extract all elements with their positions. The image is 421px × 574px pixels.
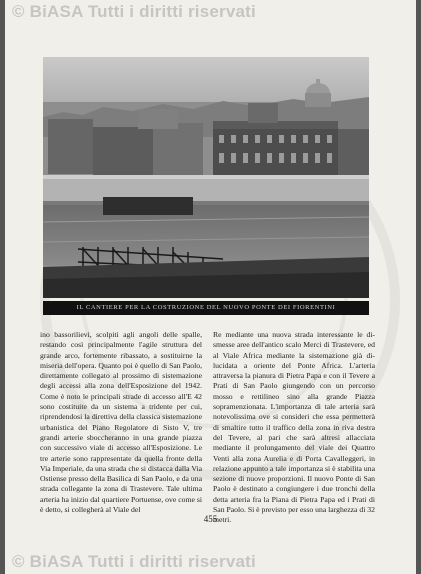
body-paragraph-left: ino bassorilievi, scolpiti agli angoli delle spalle, restando così principalmente l'agile struttura del grande arco, fortemente ribassato, a sostituirne la miseria dell'opera. Quanto poi è quello di San Paolo, direttamente collegato al prossimo di sistemazione degli accessi alla zona dell'Esposizione del 1942. Come è noto le principali strade di accesso all'E 42 sono costituite da un sistema a tridente per cui, riprendendosi la direttiva della classica sistemazione urbanistica del Piano Regolatore di Sisto V, tre grandi arterie sboccheranno in una grande piazza con successivo viale di accesso all'Esposizione. Le tre arterie sono rappresentate da quella fronte della Via Imperiale, da una strada che si distacca dalla Via Ostiense presso della Basilica di San Paolo, e da una strada collegante la zona di Trastevere. Tale ultima arteria ha inizio dal quartiere Portuense, ove come si è detto, si collegherà al Viale del xyxy=(40,330,203,515)
photo-caption: IL CANTIERE PER LA COSTRUZIONE DEL NUOVO PONTE DEI FIORENTINI xyxy=(43,301,369,315)
page-edge-right xyxy=(416,0,421,574)
page-edge-left xyxy=(0,0,5,574)
watermark-bottom: © BiASA Tutti i diritti riservati xyxy=(12,552,256,571)
page-number: 455 xyxy=(203,514,218,524)
construction-photo-image xyxy=(43,57,369,298)
body-paragraph-right: Re mediante una nuova strada interessante le di- smesse aree dell'antico scalo Merci di Trastevere, ed al Viale Africa mediante la sistemazione già di- lucidata a oriente del Ponte Africa. L'arteria attraversa la pianura di Pietra Papa e con il Tevere a Prati di San Paolo giungendo con un percorso mosso e rettilineo sino alla grande Piazza sopramenzionata. L'importanza di tale arteria sarà notevolissima ove si consideri che essa permetterà di smaltire tutto il traffico della zona in riva destra del Tevere, al pari che sarà altresì allacciata mediante il prolungamento del viale dei Quattro Venti alla zona Aurelia e di Porta Cavalleggeri, in relazione appunto a tale importanza si è stabilita una sezione di nuove proporzioni. Il nuovo Ponte di San Paolo è destinato a congiungere i due tronchi della detta arteria fra la Piana di Pietra Papa ed i Prati di San Paolo. Si è previsto per esso una larghezza di 32 metri. xyxy=(213,330,375,525)
watermark-top: © BiASA Tutti i diritti riservati xyxy=(12,2,256,21)
construction-photo xyxy=(43,57,369,298)
text-column-right xyxy=(213,330,375,526)
text-column-left xyxy=(40,330,202,515)
